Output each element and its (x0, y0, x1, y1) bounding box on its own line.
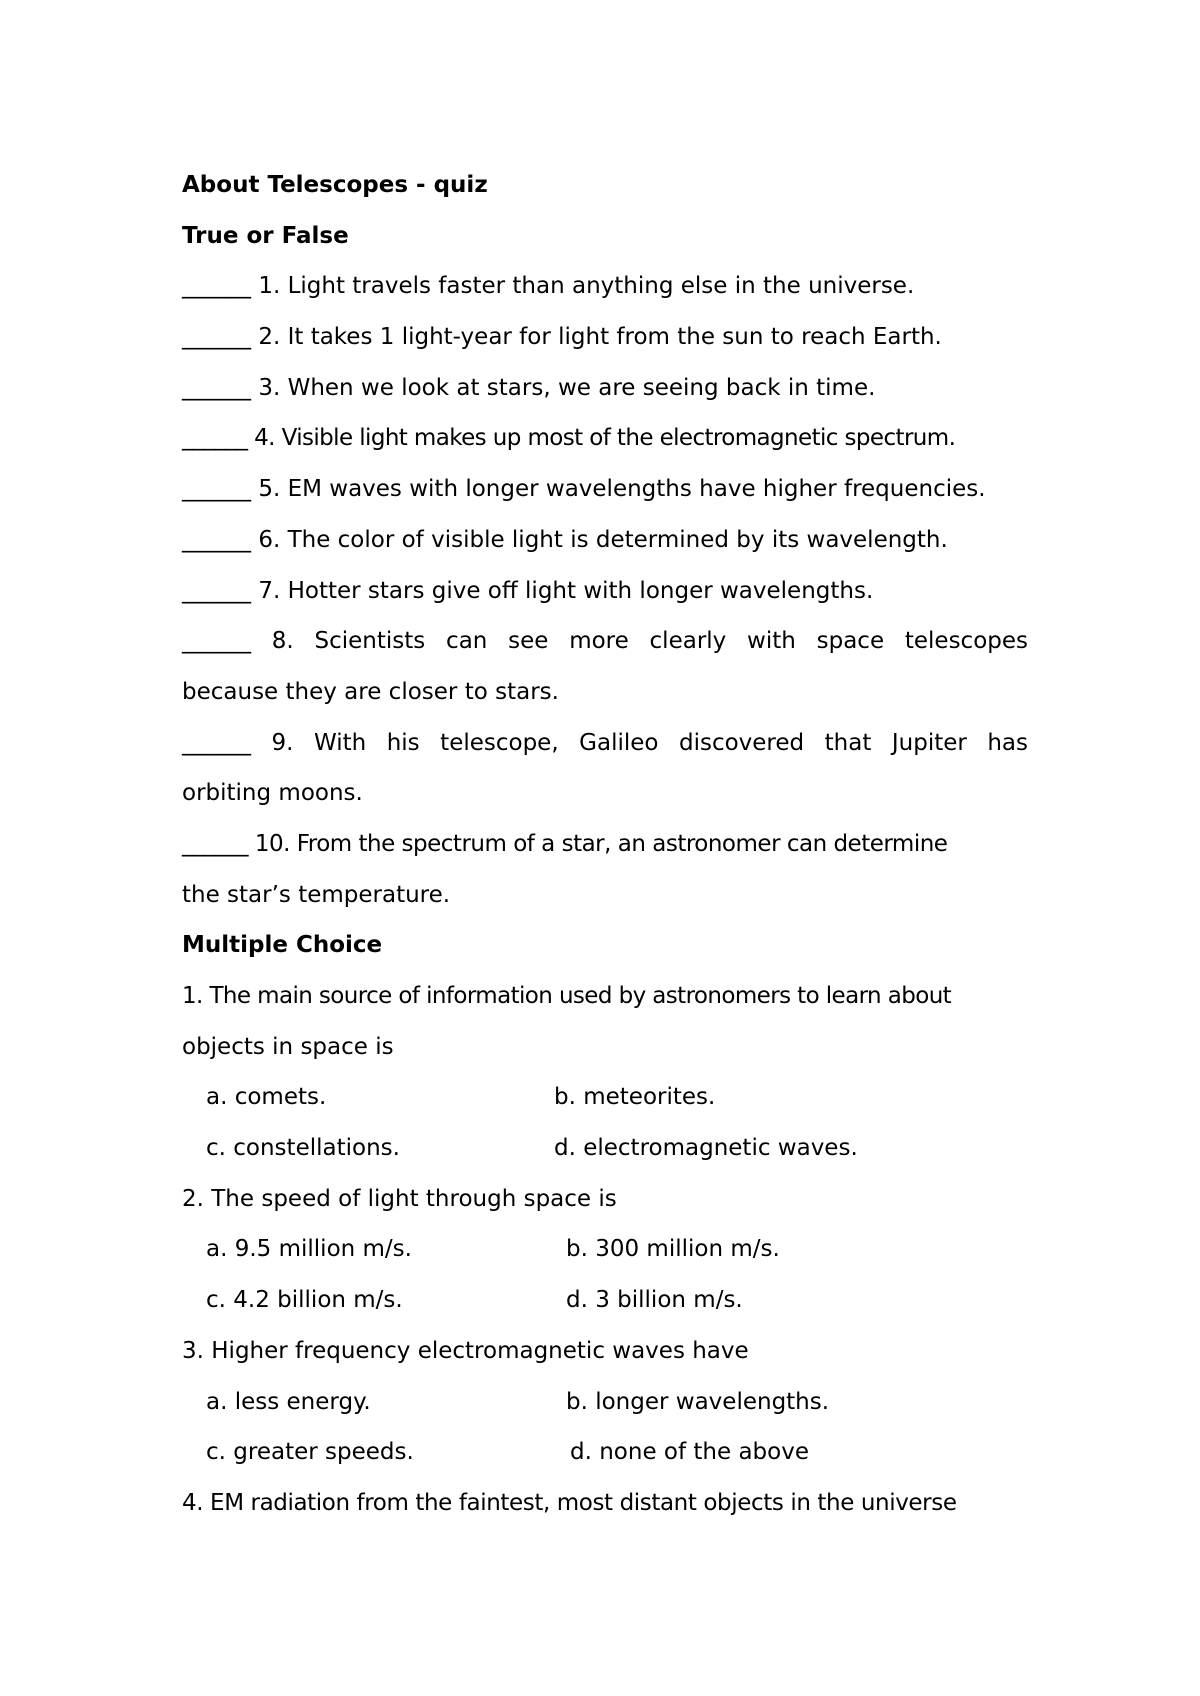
answer-blank: ______ (182, 425, 248, 452)
answer-blank: ______ (182, 526, 251, 553)
item-text: It takes 1 light-year for light from the sun to reach Earth. (287, 324, 942, 351)
item-text: From the spectrum of a star, an astronomer can determine (296, 830, 948, 857)
tf-item-4 (182, 413, 1028, 464)
item-number: 6. (258, 526, 281, 553)
item-text: The color of visible light is determined by its wavelength. (287, 526, 948, 553)
mc-question-3: 3. Higher frequency electromagnetic waves have (182, 1337, 749, 1364)
mc-question-1-options-row-2 (182, 1123, 1028, 1174)
option-b: b. meteorites. (554, 1084, 716, 1111)
tf-item-3 (182, 363, 1028, 414)
option-a: a. 9.5 million m/s. (206, 1236, 412, 1263)
mc-question-1-continued: objects in space is (182, 1033, 394, 1060)
item-number: 10. (254, 830, 290, 857)
option-d: d. 3 billion m/s. (566, 1287, 743, 1314)
mc-question-4: 4. EM radiation from the faintest, most distant objects in the universe (182, 1489, 957, 1516)
item-text: Scientists can see more clearly with space telescopes (314, 628, 1029, 655)
item-text: With his telescope, Galileo discovered that Jupiter has (313, 729, 1028, 756)
item-number: 3. (258, 374, 281, 401)
mc-question-1: 1. The main source of information used by astronomers to learn about (182, 983, 952, 1009)
quiz-title: About Telescopes - quiz (182, 172, 488, 198)
option-d: d. electromagnetic waves. (554, 1135, 858, 1162)
answer-blank: ______ (182, 628, 251, 655)
option-a: a. comets. (206, 1084, 327, 1111)
tf-item-2 (182, 312, 1028, 363)
item-number: 8. (271, 628, 294, 655)
tf-item-10-continued: the star’s temperature. (182, 881, 451, 908)
tf-item-10 (182, 819, 1028, 870)
item-number: 5. (258, 476, 281, 503)
option-d: d. none of the above (570, 1439, 809, 1466)
item-text: Visible light makes up most of the electromagnetic spectrum. (281, 425, 956, 452)
item-text: When we look at stars, we are seeing back in time. (287, 374, 876, 401)
tf-item-1 (182, 261, 1028, 312)
option-b: b. 300 million m/s. (566, 1236, 780, 1263)
option-c: c. 4.2 billion m/s. (206, 1287, 403, 1314)
item-text: Light travels faster than anything else in the universe. (287, 273, 915, 300)
mc-question-2-options-row-2 (182, 1275, 1028, 1326)
item-number: 9. (271, 729, 294, 756)
answer-blank: ______ (182, 577, 251, 604)
mc-question-3-options-row-2 (182, 1427, 1028, 1478)
mc-question-2-options-row-1 (182, 1224, 1028, 1275)
answer-blank: ______ (182, 324, 251, 351)
item-text: Hotter stars give off light with longer wavelengths. (287, 577, 874, 604)
option-a: a. less energy. (206, 1388, 371, 1415)
mc-question-2: 2. The speed of light through space is (182, 1185, 617, 1212)
answer-blank: ______ (182, 729, 251, 756)
mc-question-1-options-row-1 (182, 1072, 1028, 1123)
answer-blank: ______ (182, 273, 251, 300)
tf-item-7 (182, 566, 1028, 617)
true-false-heading: True or False (182, 222, 349, 249)
quiz-document (182, 160, 1028, 1529)
tf-item-8 (182, 616, 1028, 667)
answer-blank: ______ (182, 374, 251, 401)
item-number: 7. (258, 577, 281, 604)
tf-item-9-continued: orbiting moons. (182, 780, 363, 807)
item-number: 4. (254, 425, 275, 452)
tf-item-9 (182, 718, 1028, 769)
answer-blank: ______ (182, 830, 248, 857)
answer-blank: ______ (182, 476, 251, 503)
multiple-choice-heading: Multiple Choice (182, 932, 383, 959)
option-c: c. constellations. (206, 1135, 400, 1162)
mc-question-3-options-row-1 (182, 1377, 1028, 1428)
item-text: EM waves with longer wavelengths have higher frequencies. (287, 476, 986, 503)
tf-item-8-continued: because they are closer to stars. (182, 678, 559, 705)
item-number: 1. (258, 273, 281, 300)
tf-item-5 (182, 464, 1028, 515)
tf-item-6 (182, 515, 1028, 566)
option-c: c. greater speeds. (206, 1439, 414, 1466)
item-number: 2. (258, 324, 281, 351)
option-b: b. longer wavelengths. (566, 1388, 830, 1415)
